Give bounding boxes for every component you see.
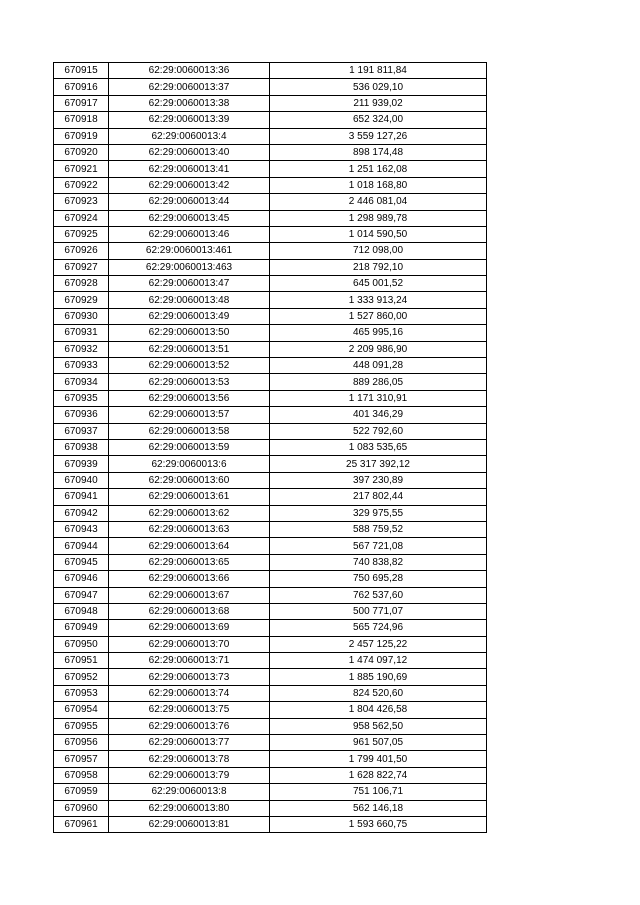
- table-row: [54, 276, 487, 292]
- cadastral-number-cell: 62:29:0060013:4: [109, 128, 270, 144]
- cadastral-number-cell: 62:29:0060013:67: [109, 587, 270, 603]
- table-row: [54, 554, 487, 570]
- table-row: [54, 308, 487, 324]
- cadastral-value-cell: 3 559 127,26: [270, 128, 487, 144]
- cadastral-number-cell: 62:29:0060013:64: [109, 538, 270, 554]
- cadastral-value-cell: 448 091,28: [270, 358, 487, 374]
- row-number-cell: 670921: [54, 161, 109, 177]
- row-number-cell: 670954: [54, 702, 109, 718]
- cadastral-value-cell: 522 792,60: [270, 423, 487, 439]
- table-row: [54, 751, 487, 767]
- row-number-cell: 670948: [54, 603, 109, 619]
- cadastral-value-cell: 2 209 986,90: [270, 341, 487, 357]
- table-row: [54, 718, 487, 734]
- row-number-cell: 670952: [54, 669, 109, 685]
- cadastral-value-cell: 2 457 125,22: [270, 636, 487, 652]
- row-number-cell: 670929: [54, 292, 109, 308]
- cadastral-value-cell: 1 804 426,58: [270, 702, 487, 718]
- cadastral-number-cell: 62:29:0060013:61: [109, 489, 270, 505]
- table-row: [54, 79, 487, 95]
- cadastral-value-cell: 1 298 989,78: [270, 210, 487, 226]
- cadastral-number-cell: 62:29:0060013:57: [109, 407, 270, 423]
- row-number-cell: 670930: [54, 308, 109, 324]
- table-row: [54, 63, 487, 79]
- row-number-cell: 670933: [54, 358, 109, 374]
- row-number-cell: 670940: [54, 472, 109, 488]
- row-number-cell: 670938: [54, 439, 109, 455]
- table-row: [54, 439, 487, 455]
- table-row: [54, 292, 487, 308]
- row-number-cell: 670922: [54, 177, 109, 193]
- cadastral-number-cell: 62:29:0060013:76: [109, 718, 270, 734]
- table-row: [54, 210, 487, 226]
- cadastral-value-cell: 25 317 392,12: [270, 456, 487, 472]
- cadastral-number-cell: 62:29:0060013:68: [109, 603, 270, 619]
- cadastral-number-cell: 62:29:0060013:46: [109, 226, 270, 242]
- cadastral-value-cell: 652 324,00: [270, 112, 487, 128]
- cadastral-value-cell: 898 174,48: [270, 144, 487, 160]
- cadastral-value-cell: 536 029,10: [270, 79, 487, 95]
- cadastral-number-cell: 62:29:0060013:37: [109, 79, 270, 95]
- table-row: [54, 767, 487, 783]
- table-row: [54, 571, 487, 587]
- row-number-cell: 670923: [54, 194, 109, 210]
- cadastral-number-cell: 62:29:0060013:6: [109, 456, 270, 472]
- cadastral-value-cell: 1 014 590,50: [270, 226, 487, 242]
- cadastral-number-cell: 62:29:0060013:36: [109, 63, 270, 79]
- table-row: [54, 341, 487, 357]
- cadastral-value-cell: 565 724,96: [270, 620, 487, 636]
- table-row: [54, 816, 487, 832]
- cadastral-value-table: [53, 62, 487, 833]
- cadastral-number-cell: 62:29:0060013:56: [109, 390, 270, 406]
- cadastral-value-cell: 1 474 097,12: [270, 653, 487, 669]
- cadastral-number-cell: 62:29:0060013:463: [109, 259, 270, 275]
- table-row: [54, 374, 487, 390]
- table-row: [54, 226, 487, 242]
- row-number-cell: 670939: [54, 456, 109, 472]
- row-number-cell: 670945: [54, 554, 109, 570]
- cadastral-number-cell: 62:29:0060013:66: [109, 571, 270, 587]
- row-number-cell: 670941: [54, 489, 109, 505]
- cadastral-value-cell: 750 695,28: [270, 571, 487, 587]
- cadastral-number-cell: 62:29:0060013:44: [109, 194, 270, 210]
- cadastral-number-cell: 62:29:0060013:77: [109, 735, 270, 751]
- row-number-cell: 670956: [54, 735, 109, 751]
- row-number-cell: 670943: [54, 521, 109, 537]
- table-row: [54, 620, 487, 636]
- cadastral-value-cell: 1 083 535,65: [270, 439, 487, 455]
- cadastral-value-cell: 397 230,89: [270, 472, 487, 488]
- cadastral-number-cell: 62:29:0060013:63: [109, 521, 270, 537]
- cadastral-value-cell: 645 001,52: [270, 276, 487, 292]
- table-row: [54, 653, 487, 669]
- row-number-cell: 670953: [54, 685, 109, 701]
- row-number-cell: 670935: [54, 390, 109, 406]
- table-row: [54, 472, 487, 488]
- cadastral-number-cell: 62:29:0060013:71: [109, 653, 270, 669]
- row-number-cell: 670942: [54, 505, 109, 521]
- cadastral-number-cell: 62:29:0060013:48: [109, 292, 270, 308]
- table-row: [54, 325, 487, 341]
- row-number-cell: 670915: [54, 63, 109, 79]
- row-number-cell: 670955: [54, 718, 109, 734]
- cadastral-value-cell: 218 792,10: [270, 259, 487, 275]
- cadastral-number-cell: 62:29:0060013:65: [109, 554, 270, 570]
- cadastral-number-cell: 62:29:0060013:40: [109, 144, 270, 160]
- cadastral-number-cell: 62:29:0060013:8: [109, 784, 270, 800]
- cadastral-value-cell: 740 838,82: [270, 554, 487, 570]
- cadastral-value-cell: 567 721,08: [270, 538, 487, 554]
- cadastral-value-cell: 500 771,07: [270, 603, 487, 619]
- cadastral-number-cell: 62:29:0060013:45: [109, 210, 270, 226]
- cadastral-number-cell: 62:29:0060013:60: [109, 472, 270, 488]
- cadastral-value-cell: 762 537,60: [270, 587, 487, 603]
- table-row: [54, 128, 487, 144]
- cadastral-value-cell: 1 333 913,24: [270, 292, 487, 308]
- row-number-cell: 670932: [54, 341, 109, 357]
- cadastral-number-cell: 62:29:0060013:70: [109, 636, 270, 652]
- cadastral-number-cell: 62:29:0060013:62: [109, 505, 270, 521]
- row-number-cell: 670934: [54, 374, 109, 390]
- cadastral-value-cell: 751 106,71: [270, 784, 487, 800]
- cadastral-number-cell: 62:29:0060013:38: [109, 95, 270, 111]
- table-row: [54, 358, 487, 374]
- cadastral-value-cell: 1 527 860,00: [270, 308, 487, 324]
- table-row: [54, 456, 487, 472]
- table-row: [54, 407, 487, 423]
- cadastral-value-cell: 1 251 162,08: [270, 161, 487, 177]
- cadastral-value-cell: 1 799 401,50: [270, 751, 487, 767]
- table-row: [54, 538, 487, 554]
- row-number-cell: 670957: [54, 751, 109, 767]
- table-row: [54, 423, 487, 439]
- row-number-cell: 670946: [54, 571, 109, 587]
- cadastral-number-cell: 62:29:0060013:49: [109, 308, 270, 324]
- cadastral-value-cell: 1 628 822,74: [270, 767, 487, 783]
- cadastral-value-cell: 824 520,60: [270, 685, 487, 701]
- row-number-cell: 670916: [54, 79, 109, 95]
- row-number-cell: 670961: [54, 816, 109, 832]
- table-row: [54, 800, 487, 816]
- cadastral-value-cell: 2 446 081,04: [270, 194, 487, 210]
- cadastral-value-cell: 1 885 190,69: [270, 669, 487, 685]
- cadastral-value-cell: 889 286,05: [270, 374, 487, 390]
- cadastral-number-cell: 62:29:0060013:75: [109, 702, 270, 718]
- row-number-cell: 670927: [54, 259, 109, 275]
- row-number-cell: 670920: [54, 144, 109, 160]
- row-number-cell: 670928: [54, 276, 109, 292]
- row-number-cell: 670944: [54, 538, 109, 554]
- table-row: [54, 636, 487, 652]
- row-number-cell: 670926: [54, 243, 109, 259]
- cadastral-number-cell: 62:29:0060013:52: [109, 358, 270, 374]
- cadastral-number-cell: 62:29:0060013:51: [109, 341, 270, 357]
- cadastral-value-cell: 217 802,44: [270, 489, 487, 505]
- table-row: [54, 587, 487, 603]
- table-row: [54, 521, 487, 537]
- row-number-cell: 670919: [54, 128, 109, 144]
- cadastral-number-cell: 62:29:0060013:73: [109, 669, 270, 685]
- cadastral-value-cell: 1 171 310,91: [270, 390, 487, 406]
- table-row: [54, 669, 487, 685]
- table-row: [54, 489, 487, 505]
- cadastral-value-cell: 401 346,29: [270, 407, 487, 423]
- table-row: [54, 112, 487, 128]
- cadastral-value-cell: 329 975,55: [270, 505, 487, 521]
- cadastral-number-cell: 62:29:0060013:50: [109, 325, 270, 341]
- cadastral-value-cell: 1 018 168,80: [270, 177, 487, 193]
- cadastral-number-cell: 62:29:0060013:42: [109, 177, 270, 193]
- cadastral-number-cell: 62:29:0060013:81: [109, 816, 270, 832]
- table-row: [54, 161, 487, 177]
- cadastral-value-cell: 1 593 660,75: [270, 816, 487, 832]
- cadastral-number-cell: 62:29:0060013:47: [109, 276, 270, 292]
- cadastral-number-cell: 62:29:0060013:69: [109, 620, 270, 636]
- row-number-cell: 670951: [54, 653, 109, 669]
- table-row: [54, 243, 487, 259]
- cadastral-number-cell: 62:29:0060013:461: [109, 243, 270, 259]
- cadastral-number-cell: 62:29:0060013:59: [109, 439, 270, 455]
- table-row: [54, 177, 487, 193]
- row-number-cell: 670917: [54, 95, 109, 111]
- table-row: [54, 95, 487, 111]
- row-number-cell: 670947: [54, 587, 109, 603]
- cadastral-number-cell: 62:29:0060013:79: [109, 767, 270, 783]
- cadastral-number-cell: 62:29:0060013:53: [109, 374, 270, 390]
- table-row: [54, 784, 487, 800]
- table-row: [54, 603, 487, 619]
- table-row: [54, 144, 487, 160]
- row-number-cell: 670949: [54, 620, 109, 636]
- cadastral-value-cell: 712 098,00: [270, 243, 487, 259]
- row-number-cell: 670958: [54, 767, 109, 783]
- table-row: [54, 194, 487, 210]
- row-number-cell: 670937: [54, 423, 109, 439]
- row-number-cell: 670918: [54, 112, 109, 128]
- cadastral-value-cell: 588 759,52: [270, 521, 487, 537]
- cadastral-number-cell: 62:29:0060013:80: [109, 800, 270, 816]
- table-row: [54, 685, 487, 701]
- table-body: [54, 63, 487, 833]
- table-row: [54, 735, 487, 751]
- table-row: [54, 702, 487, 718]
- cadastral-value-cell: 465 995,16: [270, 325, 487, 341]
- table-row: [54, 259, 487, 275]
- cadastral-number-cell: 62:29:0060013:58: [109, 423, 270, 439]
- cadastral-value-cell: 562 146,18: [270, 800, 487, 816]
- row-number-cell: 670925: [54, 226, 109, 242]
- row-number-cell: 670936: [54, 407, 109, 423]
- cadastral-number-cell: 62:29:0060013:74: [109, 685, 270, 701]
- cadastral-number-cell: 62:29:0060013:39: [109, 112, 270, 128]
- row-number-cell: 670959: [54, 784, 109, 800]
- table-row: [54, 505, 487, 521]
- row-number-cell: 670931: [54, 325, 109, 341]
- table-row: [54, 390, 487, 406]
- cadastral-number-cell: 62:29:0060013:41: [109, 161, 270, 177]
- cadastral-value-cell: 961 507,05: [270, 735, 487, 751]
- cadastral-number-cell: 62:29:0060013:78: [109, 751, 270, 767]
- row-number-cell: 670950: [54, 636, 109, 652]
- cadastral-value-cell: 958 562,50: [270, 718, 487, 734]
- row-number-cell: 670960: [54, 800, 109, 816]
- cadastral-value-cell: 211 939,02: [270, 95, 487, 111]
- row-number-cell: 670924: [54, 210, 109, 226]
- cadastral-value-cell: 1 191 811,84: [270, 63, 487, 79]
